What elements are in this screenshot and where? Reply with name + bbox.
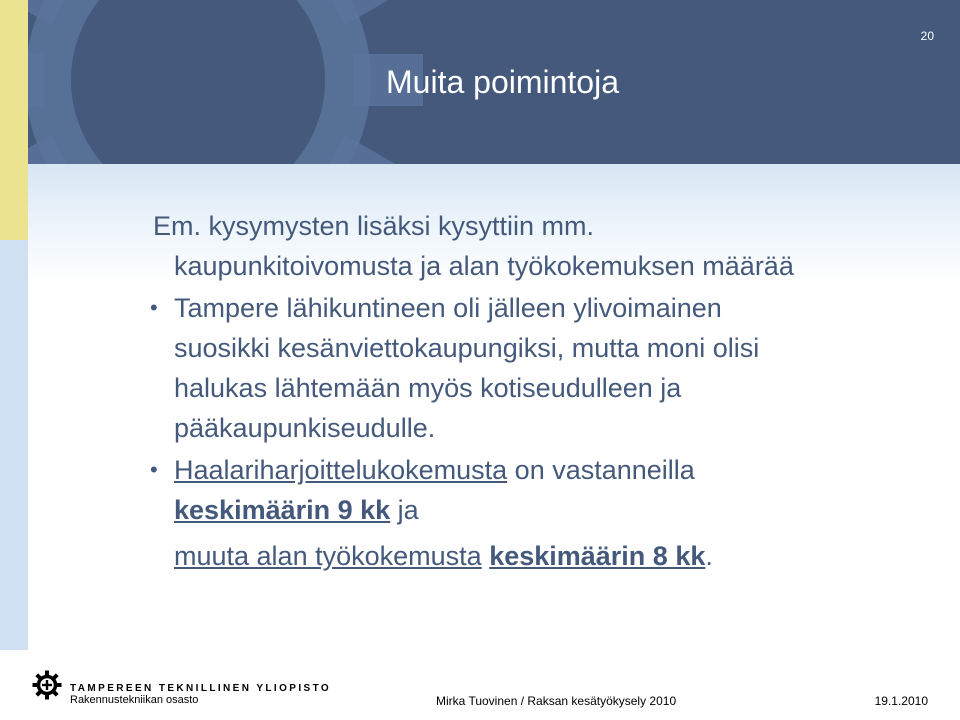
department-name: Rakennustekniikan osasto: [70, 694, 199, 706]
university-name: TAMPEREEN TEKNILLINEN YLIOPISTO: [70, 683, 332, 694]
bullet-item-2: [150, 450, 930, 530]
internship-term: Haalariharjoittelukokemusta: [174, 455, 508, 485]
bullet-2-line-1: [174, 450, 695, 490]
bullet-1-line: pääkaupunkiseudulle.: [174, 413, 436, 443]
bullet-1-line: suosikki kesänviettokaupungiksi, mutta moni olisi: [174, 333, 760, 363]
bullet-2-end: .: [705, 541, 713, 571]
bullet-icon: •: [150, 295, 158, 320]
intro-line-1: Em. kysymysten lisäksi kysyttiin mm.: [153, 211, 595, 241]
bullet-2-text-after-term: on vastanneilla: [507, 455, 695, 485]
left-accent-bar: [0, 0, 28, 240]
intro-line-2: kaupunkitoivomusta ja alan työkokemuksen määrää: [174, 251, 794, 281]
bullet-1-line: halukas lähtemään myös kotiseudulleen ja: [174, 373, 682, 403]
gear-logo-icon: [32, 670, 62, 700]
bullet-item-1: [150, 288, 930, 448]
gear-icon: [28, 0, 428, 164]
footer: [0, 650, 960, 720]
bullet-2-connector: ja: [390, 495, 419, 525]
other-experience-average: keskimäärin 8 kk: [489, 541, 706, 571]
other-experience-text: muuta alan työkokemusta: [174, 541, 482, 571]
footer-author: Mirka Tuovinen / Raksan kesätyökysely 2010: [436, 694, 677, 708]
footer-date: 19.1.2010: [874, 694, 928, 708]
internship-average: keskimäärin 9 kk: [174, 495, 391, 525]
bullet-1-line: Tampere lähikuntineen oli jälleen ylivoimainen: [174, 293, 722, 323]
slide-content: [150, 206, 930, 576]
bullet-1-text: [174, 288, 759, 448]
bullet-icon: •: [150, 457, 158, 482]
bullet-2-line-2: [174, 490, 695, 530]
bullet-2-text: [174, 450, 695, 530]
page-number: 20: [920, 29, 934, 43]
bullet-2-line-3: [150, 536, 930, 576]
left-side-strip: [0, 240, 28, 650]
slide-title: Muita poimintoja: [386, 64, 619, 100]
